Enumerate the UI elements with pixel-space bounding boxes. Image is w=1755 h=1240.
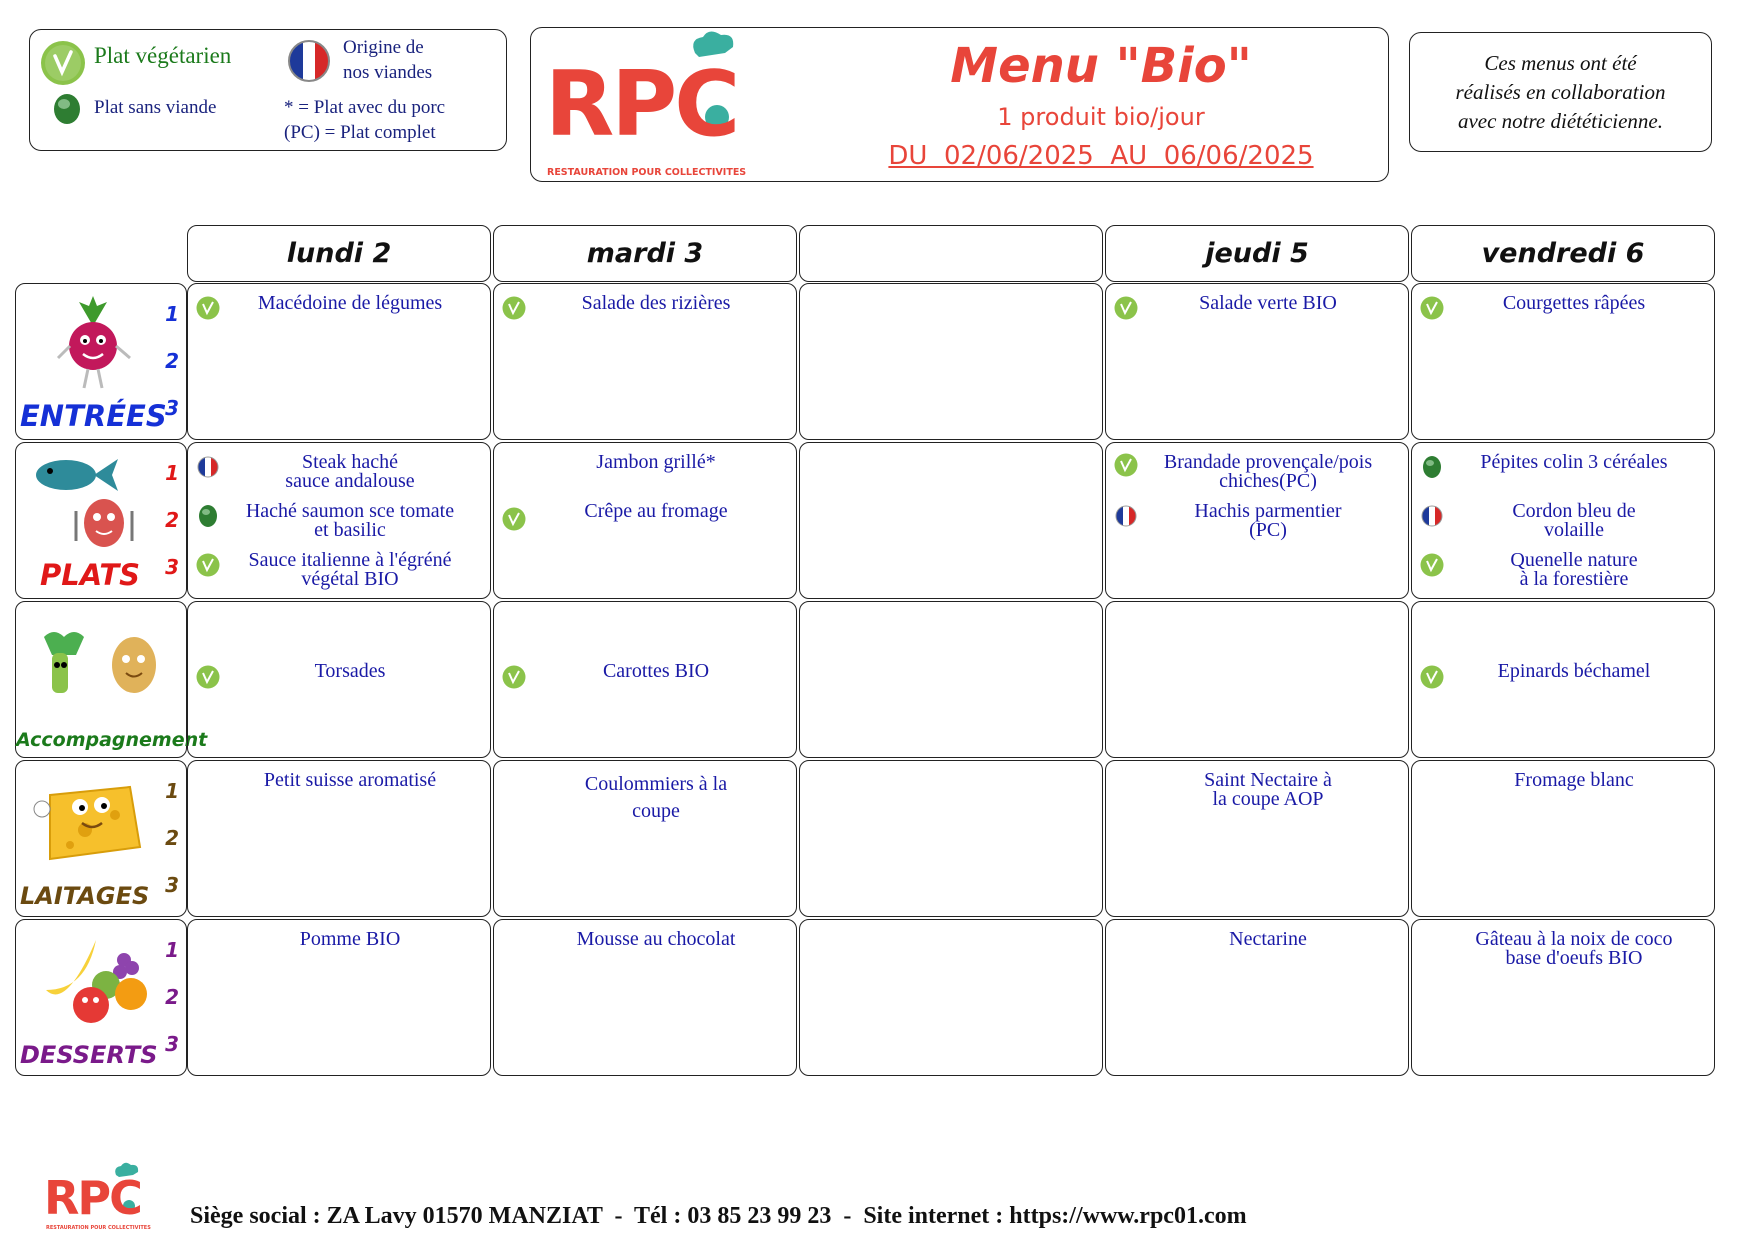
legend-box bbox=[29, 29, 507, 151]
cell-plats-wednesday bbox=[799, 442, 1103, 599]
cell-desserts-monday bbox=[187, 919, 491, 1076]
menu-item: Saint Nectaire à la coupe AOP bbox=[1204, 769, 1332, 810]
day-header-wednesday bbox=[799, 225, 1103, 282]
desserts-label: DESSERTS bbox=[20, 1041, 158, 1069]
menu-item: Fromage blanc bbox=[1514, 769, 1634, 791]
day-header-tuesday: mardi 3 bbox=[493, 225, 797, 282]
menu-item: Haché saumon sce tomate et basilic bbox=[245, 500, 455, 541]
legend-vegetarian-label: Plat végétarien bbox=[94, 43, 232, 68]
category-laitages bbox=[15, 760, 187, 917]
meatless-bean-icon bbox=[196, 504, 220, 528]
note-line3: avec notre diététicienne. bbox=[1457, 109, 1664, 133]
menu-item: Epinards béchamel bbox=[1497, 660, 1651, 682]
celery-potato-mascot-icon bbox=[24, 627, 179, 702]
vegetarian-leaf-icon bbox=[1420, 665, 1444, 689]
vegetarian-leaf-icon bbox=[1114, 296, 1138, 320]
legend-pork-label: * = Plat avec du porc bbox=[284, 97, 446, 118]
menu-item: Crêpe au fromage bbox=[584, 500, 728, 522]
day-header-friday: vendredi 6 bbox=[1411, 225, 1715, 282]
cell-accompagnement-friday bbox=[1411, 601, 1715, 758]
cell-plats-tuesday bbox=[493, 442, 797, 599]
laitages-label: LAITAGES bbox=[20, 882, 150, 910]
menu-item: Gâteau à la noix de coco base d'oeufs BIO bbox=[1475, 928, 1673, 969]
plats-number-1: 1 bbox=[165, 461, 179, 485]
desserts-number-2: 2 bbox=[165, 985, 179, 1009]
rpc-logo-tagline: RESTAURATION POUR COLLECTIVITES bbox=[547, 167, 747, 178]
accompagnement-label: Accompagnement bbox=[16, 729, 208, 751]
menu-item: Petit suisse aromatisé bbox=[263, 769, 437, 791]
meatless-bean-icon bbox=[50, 92, 84, 126]
cell-entrees-monday bbox=[187, 283, 491, 440]
vegetarian-leaf-icon bbox=[196, 553, 220, 577]
cell-accompagnement-thursday bbox=[1105, 601, 1409, 758]
radish-mascot-icon bbox=[38, 296, 148, 396]
cell-desserts-tuesday bbox=[493, 919, 797, 1076]
entrees-number-1: 1 bbox=[165, 302, 179, 326]
menu-item: Pomme BIO bbox=[299, 928, 401, 950]
vegetarian-leaf-icon bbox=[40, 40, 86, 86]
fruits-mascot-icon bbox=[36, 930, 156, 1030]
legend-origin-line1: Origine de bbox=[343, 37, 424, 58]
cell-entrees-friday bbox=[1411, 283, 1715, 440]
entrees-number-3: 3 bbox=[165, 396, 179, 420]
entrees-number-2: 2 bbox=[165, 349, 179, 373]
menu-item: Pépites colin 3 céréales bbox=[1480, 451, 1668, 473]
legend-complete-label: (PC) = Plat complet bbox=[284, 122, 436, 143]
dietitian-note bbox=[1409, 32, 1712, 152]
vegetarian-leaf-icon bbox=[502, 507, 526, 531]
plats-number-3: 3 bbox=[165, 555, 179, 579]
cell-accompagnement-wednesday bbox=[799, 601, 1103, 758]
plats-number-2: 2 bbox=[165, 508, 179, 532]
cell-desserts-thursday bbox=[1105, 919, 1409, 1076]
cell-desserts-wednesday bbox=[799, 919, 1103, 1076]
note-line1: Ces menus ont été bbox=[1484, 51, 1637, 75]
menu-item: Mousse au chocolat bbox=[576, 928, 736, 950]
page-title: Menu "Bio" bbox=[950, 38, 1252, 94]
cell-laitages-thursday bbox=[1105, 760, 1409, 917]
cell-entrees-thursday bbox=[1105, 283, 1409, 440]
plats-label: PLATS bbox=[40, 558, 141, 592]
desserts-number-3: 3 bbox=[165, 1032, 179, 1056]
entrees-label: ENTRÉES bbox=[20, 399, 167, 433]
vegetarian-leaf-icon bbox=[502, 296, 526, 320]
vegetarian-leaf-icon bbox=[196, 296, 220, 320]
french-flag-icon bbox=[286, 38, 332, 84]
legend-meatless-label: Plat sans viande bbox=[94, 97, 217, 118]
menu-item: Brandade provençale/pois chiches(PC) bbox=[1163, 451, 1373, 492]
cell-accompagnement-tuesday bbox=[493, 601, 797, 758]
footer-logo-tagline: RESTAURATION POUR COLLECTIVITES bbox=[46, 1225, 151, 1231]
vegetarian-leaf-icon bbox=[502, 665, 526, 689]
cell-laitages-monday bbox=[187, 760, 491, 917]
menu-item: Steak haché sauce andalouse bbox=[285, 451, 415, 492]
day-header-thursday: jeudi 5 bbox=[1105, 225, 1409, 282]
menu-item: Macédoine de légumes bbox=[257, 292, 443, 314]
menu-item: Carottes BIO bbox=[602, 660, 710, 682]
menu-item: Cordon bleu de volaille bbox=[1512, 500, 1636, 541]
menu-item: Coulommiers à la coupe bbox=[584, 773, 728, 822]
cell-laitages-wednesday bbox=[799, 760, 1103, 917]
footer-logo bbox=[44, 1165, 154, 1235]
menu-item: Hachis parmentier (PC) bbox=[1194, 500, 1342, 541]
category-plats bbox=[15, 442, 187, 599]
menu-item: Courgettes râpées bbox=[1502, 292, 1646, 314]
cell-laitages-tuesday bbox=[493, 760, 797, 917]
laitages-number-3: 3 bbox=[165, 873, 179, 897]
cell-plats-friday bbox=[1411, 442, 1715, 599]
note-line2: réalisés en collaboration bbox=[1455, 80, 1666, 104]
rpc-logo bbox=[545, 33, 755, 178]
rpc-logo-text: RPC bbox=[545, 52, 738, 157]
date-range: DU 02/06/2025 AU 06/06/2025 bbox=[888, 141, 1314, 171]
footer-logo-text: RPC bbox=[44, 1171, 141, 1225]
day-header-monday: lundi 2 bbox=[187, 225, 491, 282]
menu-item: Jambon grillé* bbox=[596, 451, 716, 473]
menu-item: Nectarine bbox=[1229, 928, 1307, 950]
desserts-number-1: 1 bbox=[165, 938, 179, 962]
menu-item: Salade des rizières bbox=[581, 292, 731, 314]
vegetarian-leaf-icon bbox=[196, 665, 220, 689]
meatless-bean-icon bbox=[1420, 455, 1444, 479]
cell-plats-thursday bbox=[1105, 442, 1409, 599]
vegetarian-leaf-icon bbox=[1420, 553, 1444, 577]
menu-item: Sauce italienne à l'égréné végétal BIO bbox=[248, 549, 452, 590]
french-flag-icon bbox=[196, 455, 220, 479]
cell-desserts-friday bbox=[1411, 919, 1715, 1076]
category-desserts bbox=[15, 919, 187, 1076]
vegetarian-leaf-icon bbox=[1420, 296, 1444, 320]
cheese-mascot-icon bbox=[30, 775, 155, 870]
cell-laitages-friday bbox=[1411, 760, 1715, 917]
laitages-number-1: 1 bbox=[165, 779, 179, 803]
cell-entrees-wednesday bbox=[799, 283, 1103, 440]
legend-origin-line2: nos viandes bbox=[343, 62, 433, 83]
menu-item: Salade verte BIO bbox=[1199, 292, 1337, 314]
vegetarian-leaf-icon bbox=[1114, 453, 1138, 477]
cell-entrees-tuesday bbox=[493, 283, 797, 440]
footer-contact: Siège social : ZA Lavy 01570 MANZIAT - Tél : 03 85 23 99 23 - Site internet : https://www.rpc01.com bbox=[190, 1203, 1247, 1229]
french-flag-icon bbox=[1114, 504, 1138, 528]
french-flag-icon bbox=[1420, 504, 1444, 528]
cell-plats-monday bbox=[187, 442, 491, 599]
menu-item: Quenelle nature à la forestière bbox=[1510, 549, 1638, 590]
header-box bbox=[530, 27, 1389, 182]
cell-accompagnement-monday bbox=[187, 601, 491, 758]
menu-item: Torsades bbox=[314, 660, 386, 682]
category-accompagnement bbox=[15, 601, 208, 758]
laitages-number-2: 2 bbox=[165, 826, 179, 850]
category-entrees bbox=[15, 283, 187, 440]
page-subtitle: 1 produit bio/jour bbox=[997, 103, 1205, 131]
fish-meat-mascot-icon bbox=[26, 451, 156, 561]
